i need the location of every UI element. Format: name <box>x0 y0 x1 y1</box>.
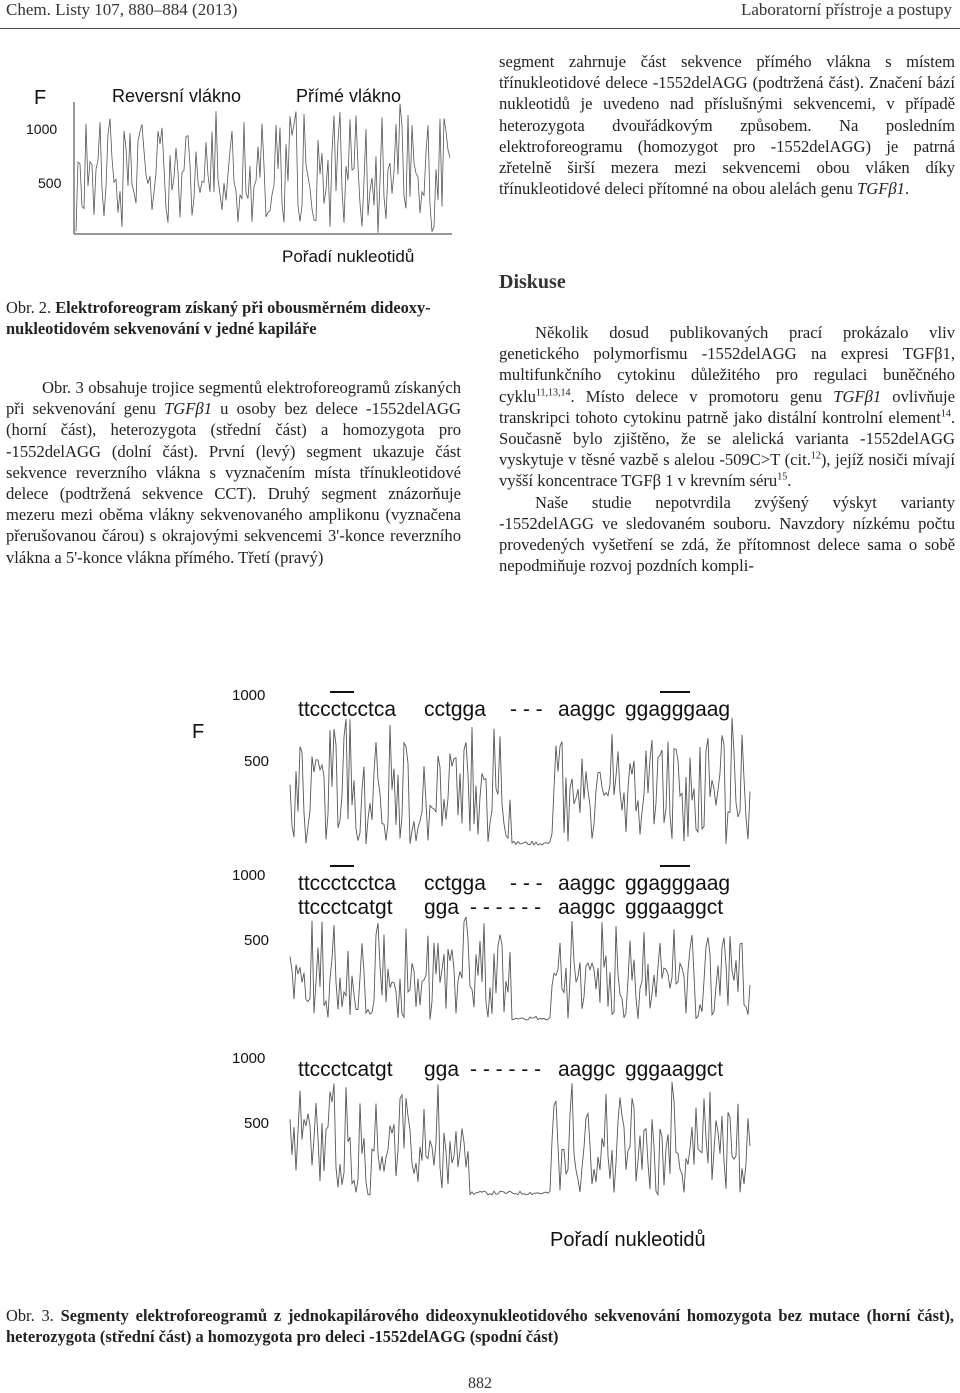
figure-3-electropherograms <box>180 680 780 1260</box>
paragraph-obr3-description: Obr. 3 obsahuje trojice segmentů elektroforeogramů získaných při sekvenování genu TGFβ1 u osoby bez delece -1552delAGG (horní část), heterozygota (střední část) a homozygota pro -1552delAGG (dolní část). První (levý) segment ukazuje část sekvence reverzního vlákna s vyznačením místa třínukleotidové delece (podtržená sekvence CCT). Druhý segment znázorňuje mezeru mezi oběma vlákny sekvenovaného amplikonu (vyznačena přerušovanou čárou) s okrajovými sekvencemi 3'-konce reverzního vlákna a 5'-konce vlákna přímého. Třetí (pravý) <box>6 378 461 567</box>
fig3-mid-l2-seq2: gga <box>424 896 460 919</box>
fig3-bot-gap: - - - - - - <box>470 1058 542 1081</box>
section-header: Laboratorní přístroje a postupy <box>740 0 952 19</box>
fig3-mid-l1-seq2: cctgga <box>424 872 486 895</box>
fig3-mid-l1-seq4: ggagggaag <box>625 872 731 895</box>
fig3-bot-tick-500: 500 <box>244 1115 270 1132</box>
fig3-top-seq1: ttccctcctca <box>298 698 397 721</box>
fig3-mid-l2-seq4: gggaaggct <box>625 896 724 919</box>
fig3-mid-l2-seq3: aaggc <box>558 896 616 919</box>
fig3-bot-seq3: aaggc <box>558 1058 616 1081</box>
diskuse-text <box>499 322 955 576</box>
paragraph-continuation: segment zahrnuje část sekvence přímého vlákna s místem třínukleotidové delece -1552delAGG (podtržená část). Značení bází nukleotidů je uvedeno nad příslušnými sekvencemi, v případě heterozygota dvouřádkovým způsobem. Na posledním elektroforeogramu (homozygot pro -1552delAGG) je patrná zřetelně širší mezera mezi sekvencemi obou vláken díky třínukleotidové deleci přítomné na obou alelách genu TGFβ1. <box>499 52 955 199</box>
fig3-top-tick-1000: 1000 <box>232 687 266 704</box>
fig3-bot-seq4: gggaaggct <box>625 1058 724 1081</box>
diskuse-paragraph-2: Naše studie nepotvrdila zvýšený výskyt varianty -1552delAGG ve sledovaném souboru. Navzdory nízkému počtu provedených vyšetření se zdá, že přítomnost delece sama o sobě nepodmiňuje rozvoj pozdních kompli- <box>499 492 955 576</box>
fig3-mid-l2-seq1: ttccctcatgt <box>298 896 393 919</box>
fig3-panel-bottom <box>232 1050 750 1195</box>
fig3-caption-text: Segmenty elektroforeogramů z jednokapilárového dideoxynukleotidového sekvenování homozygota bez mutace (horní část), heterozygota (střední část) a homozygota pro deleci -1552delAGG (spodní část) <box>6 1306 955 1346</box>
page-number: 882 <box>468 1375 492 1392</box>
fig3-top-seq3: aaggc <box>558 698 616 721</box>
left-column-text <box>6 377 461 568</box>
fig3-bot-seq1: ttccctcatgt <box>298 1058 393 1081</box>
section-heading-diskuse: Diskuse <box>499 271 566 293</box>
fig2-xlabel: Pořadí nukleotidů <box>282 247 415 266</box>
fig3-caption-label: Obr. 3. <box>6 1306 54 1325</box>
fig3-mid-l1-seq3: aaggc <box>558 872 616 895</box>
fig2-series-forward: Přímé vlákno <box>296 86 402 106</box>
fig3-panel-middle <box>232 866 750 1020</box>
header-rule <box>0 28 960 29</box>
fig3-mid-tick-500: 500 <box>244 932 270 949</box>
fig2-trace <box>76 104 450 233</box>
journal-header: Chem. Listy 107, 880–884 (2013) <box>6 0 238 19</box>
fig3-mid-l1-seq1: ttccctcctca <box>298 872 397 895</box>
fig3-panel-top <box>192 687 750 845</box>
fig3-top-trace <box>290 718 750 845</box>
fig3-bot-tick-1000: 1000 <box>232 1050 266 1067</box>
fig3-mid-l2-gap: - - - - - - <box>470 896 542 919</box>
fig3-mid-l1-gap: - - - <box>510 872 543 895</box>
fig3-top-seq2: cctgga <box>424 698 486 721</box>
fig2-panel-label: F <box>34 87 47 109</box>
fig2-caption-text: Elektroforeogram získaný při obousměrném dideoxy-nukleotidovém sekvenování v jedné kapiláře <box>6 298 431 338</box>
fig2-series-reverse: Reversní vlákno <box>112 86 242 106</box>
fig3-mid-tick-1000: 1000 <box>232 867 266 884</box>
figure-3-caption <box>6 1306 954 1347</box>
right-column-text <box>499 51 955 199</box>
figure-2-electropherogram <box>20 72 460 272</box>
fig3-top-gap: - - - <box>510 698 543 721</box>
fig3-xlabel: Pořadí nukleotidů <box>550 1229 706 1251</box>
fig3-panel-label: F <box>192 721 205 743</box>
fig2-tick-500: 500 <box>38 175 62 191</box>
diskuse-paragraph-1: Několik dosud publikovaných prací prokázalo vliv genetického polymorfismu -1552delAGG na expresi TGFβ1, multifunkčního cytokinu důležitého pro regulaci buněčného cyklu$^{11,13,14}$. Místo delece v promotoru genu TGFβ1 ovlivňuje transkripci tohoto cytokinu patrně jako distální kontrolní element$^{14}$. Současně bylo zjištěno, že se alelická varianta -1552delAGG vyskytuje v těsné vazbě s alelou -509C>T (cit.$^{12}$), jejíž nosiči mívají vyšší koncentrace TGFβ 1 v krevním séru$^{15}$. <box>499 323 955 491</box>
fig2-tick-1000: 1000 <box>26 121 58 137</box>
fig3-bot-seq2: gga <box>424 1058 460 1081</box>
fig3-mid-trace <box>290 917 750 1020</box>
fig2-caption-label: Obr. 2. <box>6 298 52 317</box>
fig3-bot-trace <box>290 1082 750 1195</box>
fig3-top-seq4: ggagggaag <box>625 698 731 721</box>
figure-2-caption <box>6 298 461 339</box>
fig3-top-tick-500: 500 <box>244 753 270 770</box>
